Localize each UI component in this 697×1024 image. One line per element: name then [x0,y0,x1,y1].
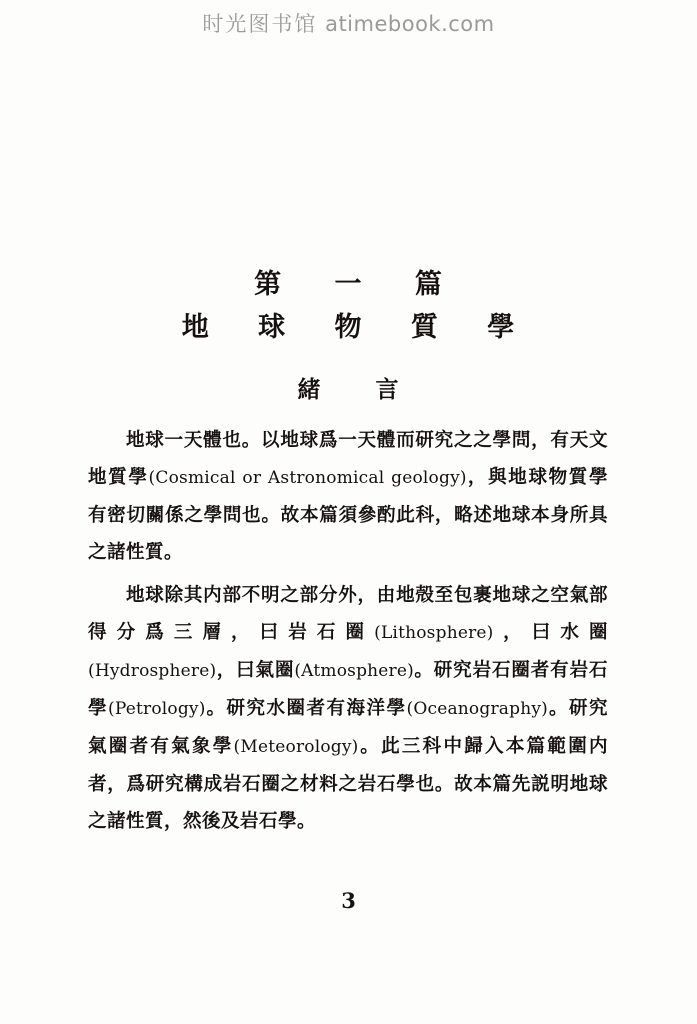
page-content [88,268,608,846]
watermark-latin-text: atimebook.com [325,12,495,36]
body-paragraph-1 [88,422,608,571]
watermark-chinese-text: 时光图书馆 [202,12,318,36]
page-number: 3 [341,888,356,913]
part-title: 第 一 篇 [254,269,464,300]
section-title: 緒 言 [297,375,415,403]
part-subtitle: 地 球 物 質 學 [181,311,535,343]
body-paragraph-2 [88,577,608,840]
paragraph-2-text: 地球除其内部不明之部分外，由地殻至包裹地球之空氣部得分爲三層，曰岩石圈(Lithosphere)，曰水圈(Hydrosphere)，曰氣圈(Atmosphere)。研究岩石圈者有岩石學(Petrology)。研究水圈者有海洋學(Oceanography)。研究氣圈者有氣象學(Meteorology)。此三科中歸入本篇範圍内者，爲研究構成岩石圈之材料之岩石學也。故本篇先説明地球之諸性質，然後及岩石學。 [88,584,608,832]
paragraph-1-text: 地球一天體也。以地球爲一天體而研究之之學問，有天文地質學(Cosmical or Astronomical geology)，與地球物質學有密切關係之學問也。故本篇須參酌此科，略述地球本身所具之諸性質。 [88,429,608,563]
watermark-header [0,8,697,38]
